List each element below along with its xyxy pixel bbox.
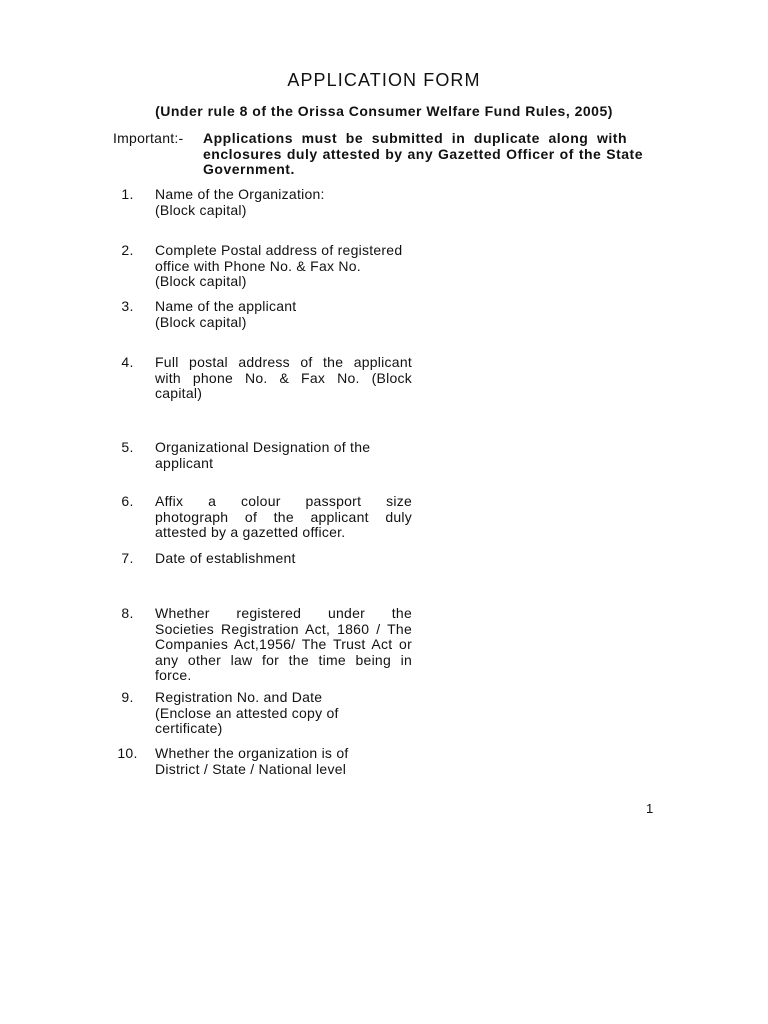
- item-label-line: any other law for the time being in: [155, 651, 412, 668]
- item-label-line: certificate): [155, 720, 223, 736]
- item-label-line: (Enclose an attested copy of: [155, 704, 339, 721]
- item-label-line: Complete Postal address of registered: [155, 242, 403, 258]
- item-label: [155, 551, 412, 567]
- form-item-registration-act: [117, 606, 417, 686]
- item-label-line: Whether the organization is of: [155, 745, 349, 761]
- item-number: 6.: [121, 493, 134, 509]
- item-label: [155, 187, 412, 218]
- important-note: [203, 131, 643, 178]
- item-label-line: attested by a gazetted officer.: [155, 524, 346, 540]
- item-label: [155, 243, 412, 290]
- item-label-line: with phone No. & Fax No. (Block: [155, 369, 412, 386]
- item-number: 7.: [121, 550, 134, 566]
- item-number: 8.: [121, 605, 134, 621]
- item-label-line: force.: [155, 667, 192, 683]
- item-label-line: photograph of the applicant duly: [155, 508, 412, 525]
- item-label-line: District / State / National level: [155, 760, 347, 777]
- page-number: 1: [646, 801, 654, 816]
- item-label-line: capital): [155, 385, 203, 401]
- form-title: APPLICATION FORM: [287, 70, 481, 90]
- item-number: 10.: [117, 745, 138, 761]
- important-label: Important:-: [113, 130, 184, 146]
- item-label: [155, 690, 412, 737]
- form-item-applicant-address: [117, 355, 417, 435]
- item-label-line: Name of the applicant: [155, 298, 297, 314]
- item-label-line: applicant: [155, 454, 214, 471]
- item-number: 3.: [121, 298, 134, 314]
- item-label: [155, 299, 412, 330]
- item-label: [155, 746, 412, 777]
- item-label: [155, 440, 412, 471]
- item-number: 5.: [121, 439, 134, 455]
- item-label-line: Date of establishment: [155, 550, 296, 566]
- important-note-line: enclosures duly attested by any Gazetted Officer of the State: [203, 145, 643, 162]
- item-number: 9.: [121, 689, 134, 705]
- item-label-line: Full postal address of the applicant: [155, 354, 412, 370]
- item-label-line: Organizational Designation of the: [155, 439, 371, 455]
- item-label-line: Whether registered under the: [155, 605, 412, 621]
- important-note-line: Applications must be submitted in duplicate along with: [203, 130, 627, 146]
- item-label-line: Companies Act,1956/ The Trust Act or: [155, 636, 412, 652]
- item-label-line: (Block capital): [155, 313, 247, 330]
- form-subtitle: (Under rule 8 of the Orissa Consumer Welfare Fund Rules, 2005): [155, 103, 613, 119]
- item-label-line: Societies Registration Act, 1860 / The: [155, 620, 412, 637]
- form-item-organization-level: [117, 746, 417, 826]
- item-number: 2.: [121, 242, 134, 258]
- important-note-line: Government.: [203, 161, 295, 177]
- item-label-line: Name of the Organization:: [155, 186, 325, 202]
- item-label-line: (Block capital): [155, 201, 247, 218]
- item-number: 1.: [121, 186, 134, 202]
- item-label-line: (Block capital): [155, 273, 247, 289]
- item-label-line: office with Phone No. & Fax No.: [155, 257, 361, 274]
- item-label-line: Registration No. and Date: [155, 689, 323, 705]
- item-number: 4.: [121, 354, 134, 370]
- item-label: [155, 355, 412, 402]
- item-label: [155, 606, 412, 684]
- item-label: [155, 494, 412, 541]
- item-label-line: Affix a colour passport size: [155, 493, 412, 509]
